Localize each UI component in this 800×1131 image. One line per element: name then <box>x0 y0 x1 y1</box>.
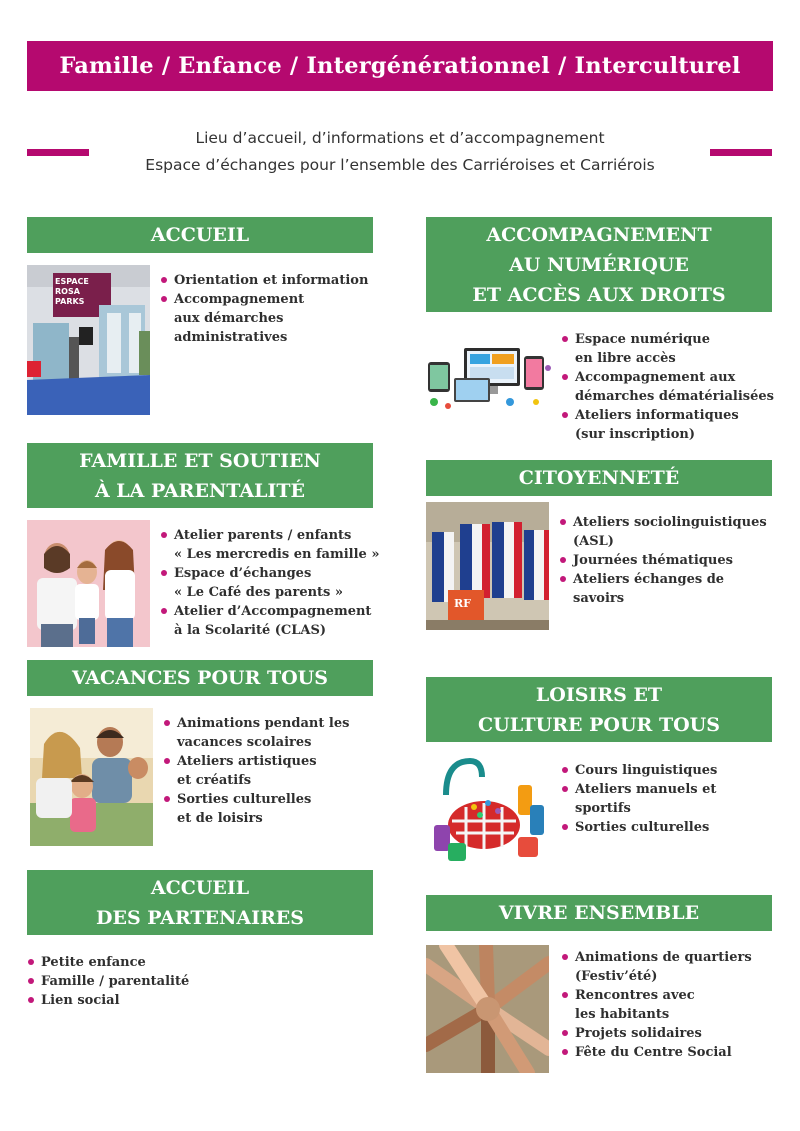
photo-sewing-crafts <box>426 755 549 865</box>
item-text: Petite enfance <box>41 955 146 970</box>
section-header-famille <box>27 443 373 508</box>
item-text: (ASL) <box>573 534 614 549</box>
devices-illustration <box>424 340 554 415</box>
list-item <box>561 948 752 986</box>
list-item <box>160 564 379 602</box>
item-text: en libre accès <box>575 351 676 366</box>
section-title-line-1: ACCUEIL <box>150 876 250 899</box>
list-item <box>561 406 774 444</box>
item-text: démarches dématérialisées <box>575 389 774 404</box>
item-text: Accompagnement <box>174 292 305 307</box>
item-text: aux démarches <box>174 311 284 326</box>
section-header-accueil <box>27 217 373 253</box>
flags-illustration <box>426 502 549 630</box>
partenaires-list <box>27 953 189 1010</box>
list-item <box>160 602 379 640</box>
photo-joined-hands <box>426 945 549 1073</box>
section-title-line-2: DES PARTENAIRES <box>95 906 304 929</box>
item-text: et de loisirs <box>177 811 263 826</box>
list-item <box>163 714 349 752</box>
photo-family <box>27 520 150 647</box>
item-text: (Festiv’été) <box>575 969 658 984</box>
section-header-partenaires <box>27 870 373 935</box>
sign-line-1: ESPACE <box>55 277 89 286</box>
item-text: Rencontres avec <box>575 988 695 1003</box>
list-item <box>561 818 717 837</box>
crafts-illustration <box>426 755 549 865</box>
item-text: Animations de quartiers <box>575 950 752 965</box>
item-text: Animations pendant les <box>177 716 350 731</box>
item-text: Espace numérique <box>575 332 710 347</box>
famille-list <box>160 526 379 640</box>
list-item <box>561 1043 752 1062</box>
intro-text <box>100 125 700 179</box>
item-text: Cours linguistiques <box>575 763 718 778</box>
section-title: VACANCES POUR TOUS <box>72 667 328 689</box>
list-item <box>27 953 189 972</box>
list-item <box>559 513 767 551</box>
item-text: Ateliers informatiques <box>575 408 739 423</box>
item-text: « Le Café des parents » <box>174 585 344 600</box>
list-item <box>559 551 767 570</box>
section-title-line-1: ACCOMPAGNEMENT <box>486 223 712 246</box>
section-title-line-1: FAMILLE ET SOUTIEN <box>79 449 321 472</box>
section-header-vivre <box>426 895 772 931</box>
list-item <box>561 330 774 368</box>
list-item <box>160 271 368 290</box>
list-item <box>561 780 717 818</box>
list-item <box>160 290 368 347</box>
section-header-citoyennete <box>426 460 772 496</box>
sign-line-2: ROSA PARKS <box>55 287 85 306</box>
list-item <box>561 368 774 406</box>
item-text: Fête du Centre Social <box>575 1045 732 1060</box>
list-item <box>27 991 189 1010</box>
hands-illustration <box>426 945 549 1073</box>
section-title: VIVRE ENSEMBLE <box>498 902 700 924</box>
section-header-vacances <box>27 660 373 696</box>
item-text: Famille / parentalité <box>41 974 190 989</box>
item-text: Sorties culturelles <box>177 792 312 807</box>
list-item <box>163 752 349 790</box>
item-text: Espace d’échanges <box>174 566 312 581</box>
section-title-line-1: LOISIRS ET <box>535 683 663 706</box>
item-text: vacances scolaires <box>177 735 312 750</box>
item-text: savoirs <box>573 591 625 606</box>
item-text: Orientation et information <box>174 273 369 288</box>
item-text: et créatifs <box>177 773 252 788</box>
section-title-line-2: À LA PARENTALITÉ <box>94 479 306 502</box>
item-text: à la Scolarité (CLAS) <box>174 623 327 638</box>
item-text: Ateliers artistiques <box>177 754 317 769</box>
section-title-line-3: ET ACCÈS AUX DROITS <box>472 283 726 306</box>
item-text: Journées thématiques <box>573 553 733 568</box>
photo-digital-devices <box>424 340 554 415</box>
list-item <box>561 1024 752 1043</box>
item-text: Atelier parents / enfants <box>174 528 352 543</box>
item-text: les habitants <box>575 1007 670 1022</box>
photo-french-flags <box>426 502 549 630</box>
section-header-loisirs <box>426 677 772 742</box>
espace-sign <box>55 277 111 307</box>
list-item <box>561 761 717 780</box>
item-text: sportifs <box>575 801 631 816</box>
item-text: « Les mercredis en famille » <box>174 547 380 562</box>
section-title-line-2: CULTURE POUR TOUS <box>478 713 720 736</box>
family-illustration <box>27 520 150 647</box>
section-title: CITOYENNETÉ <box>518 467 680 489</box>
item-text: Ateliers manuels et <box>575 782 717 797</box>
list-item <box>27 972 189 991</box>
loisirs-list <box>561 761 717 837</box>
right-accent-bar <box>710 149 772 156</box>
item-text: Accompagnement aux <box>575 370 736 385</box>
photo-vacation-family <box>30 708 153 846</box>
item-text: Atelier d’Accompagnement <box>174 604 372 619</box>
page-banner <box>27 41 773 91</box>
list-item <box>561 986 752 1024</box>
rf-seal: RF <box>454 597 471 610</box>
section-title-line-2: AU NUMÉRIQUE <box>509 253 689 276</box>
item-text: Ateliers sociolinguistiques <box>573 515 767 530</box>
numerique-list <box>561 330 774 444</box>
intro-line-1: Lieu d’accueil, d’informations et d’accompagnement <box>195 129 605 147</box>
intro-line-2: Espace d’échanges pour l’ensemble des Carriéroises et Carriérois <box>145 156 655 174</box>
banner-title: Famille / Enfance / Intergénérationnel / Interculturel <box>59 53 741 79</box>
list-item <box>160 526 379 564</box>
item-text: Lien social <box>41 993 120 1008</box>
section-title: ACCUEIL <box>150 224 250 246</box>
item-text: administratives <box>174 330 288 345</box>
item-text: Sorties culturelles <box>575 820 710 835</box>
section-header-numerique <box>426 217 772 312</box>
list-item <box>163 790 349 828</box>
item-text: Ateliers échanges de <box>573 572 725 587</box>
vivre-list <box>561 948 752 1062</box>
list-item <box>559 570 767 608</box>
item-text: (sur inscription) <box>575 427 696 442</box>
accueil-list <box>160 271 368 347</box>
item-text: Projets solidaires <box>575 1026 702 1041</box>
left-accent-bar <box>27 149 89 156</box>
photo-espace-rosa-parks <box>27 265 150 415</box>
vacances-list <box>163 714 349 828</box>
vacation-illustration <box>30 708 153 846</box>
citoyennete-list <box>559 513 767 608</box>
